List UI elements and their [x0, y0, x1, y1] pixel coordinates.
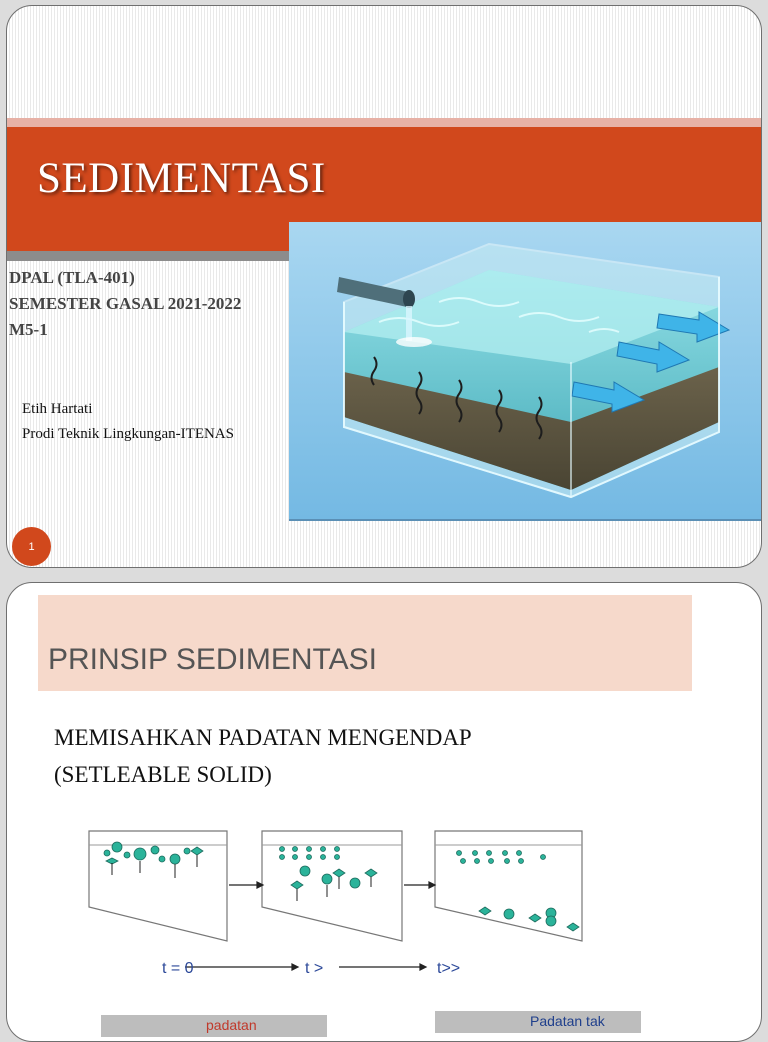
module-code: M5-1 [9, 320, 48, 339]
author-name: Etih Hartati [22, 401, 93, 417]
author-block [22, 397, 234, 447]
course-code: DPAL (TLA-401) [9, 268, 135, 287]
course-info [9, 265, 241, 343]
slide-heading: PRINSIP SEDIMENTASI [48, 643, 377, 676]
bottom-label-left-text: padatan [206, 1017, 257, 1033]
principle-slide [6, 582, 762, 1042]
body-line-2: (SETLEABLE SOLID) [54, 762, 272, 787]
slide-body [54, 719, 472, 793]
time-label-t1: t > [305, 960, 324, 977]
bottom-label-left [101, 1015, 327, 1037]
time-label-t2: t>> [437, 960, 461, 977]
slide-title: SEDIMENTASI [37, 155, 326, 202]
author-affiliation: Prodi Teknik Lingkungan-ITENAS [22, 426, 234, 442]
accent-strip [7, 118, 761, 127]
settling-diagram [77, 823, 597, 983]
time-label-t0: t = 0 [162, 960, 194, 977]
sedimentation-tank-image [289, 222, 762, 521]
bottom-label-right [435, 1011, 641, 1033]
title-slide [6, 5, 762, 568]
tank-t2 [435, 831, 582, 941]
slide-header [38, 595, 692, 691]
slide-number-badge: 1 [12, 527, 51, 566]
semester: SEMESTER GASAL 2021-2022 [9, 294, 242, 313]
body-line-1: MEMISAHKAN PADATAN MENGENDAP [54, 725, 472, 750]
bottom-label-right-text: Padatan tak [530, 1013, 605, 1029]
